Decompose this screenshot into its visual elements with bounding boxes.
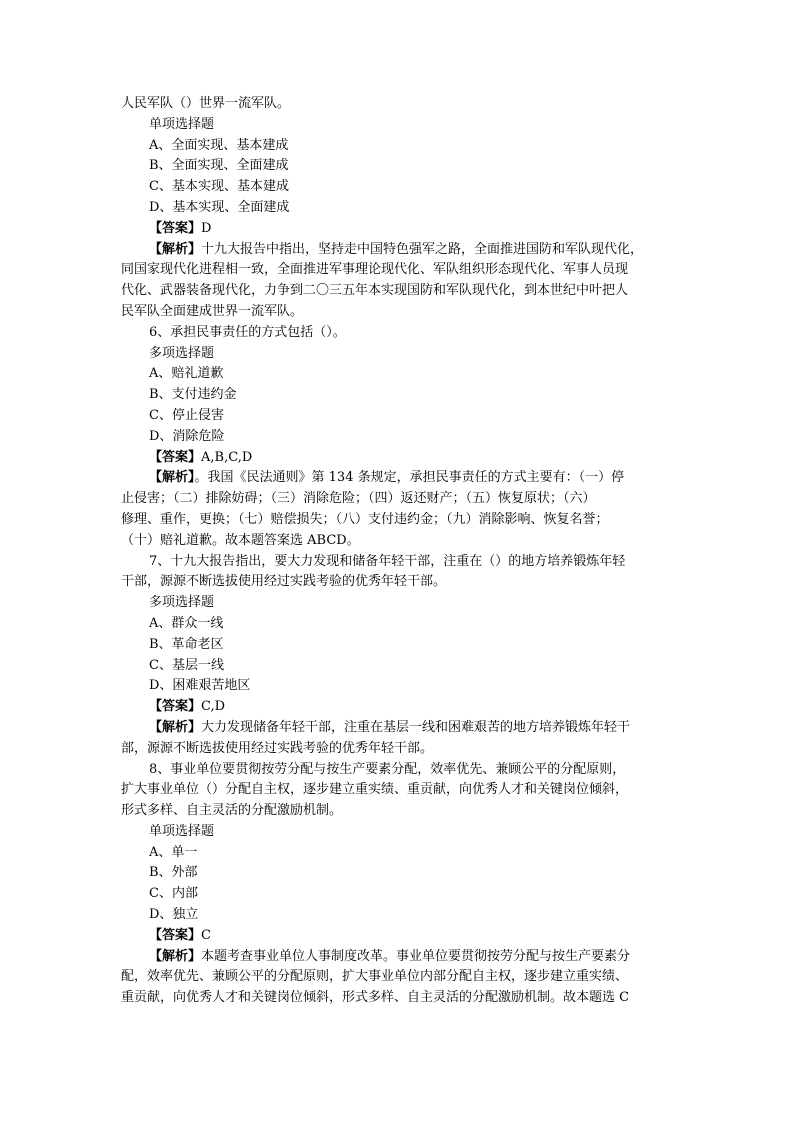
question-7: [121, 552, 677, 760]
analysis-text: 本题考查事业单位人事制度改革。事业单位要贯彻按劳分配与按生产要素分: [201, 948, 631, 964]
question-stem: 形式多样、自主灵活的分配激励机制。: [121, 803, 343, 819]
question-type: 多项选择题: [149, 345, 215, 361]
analysis-line: 重贡献，向优秀人才和关键岗位倾斜，形式多样、自主灵活的分配激励机制。故本题选 C: [121, 990, 630, 1006]
option-b: B、全面实现、全面建成: [149, 158, 289, 174]
analysis-label: 【解析】: [149, 719, 202, 735]
analysis-line: 止侵害；（二）排除妨碍；（三）消除危险；（四）返还财产；（五）恢复原状；（六）: [121, 491, 596, 507]
option-c: C、基本实现、基本建成: [149, 179, 289, 195]
option-a: A、赔礼道歉: [149, 366, 224, 382]
analysis-line: 配，效率优先、兼顾公平的分配原则，扩大事业单位内部分配自主权，逐步建立重实绩、: [121, 969, 629, 985]
answer-value: C: [201, 927, 211, 943]
answer-label: 【答案】: [149, 927, 202, 943]
answer-line: [121, 219, 677, 240]
analysis-label: 【解析】: [149, 948, 202, 964]
answer-label: 【答案】: [149, 449, 202, 465]
question-8: [121, 760, 677, 1010]
answer-label: 【答案】: [149, 699, 202, 715]
question-stem: 8、事业单位要贯彻按劳分配与按生产要素分配，效率优先、兼顾公平的分配原则，: [149, 761, 626, 777]
analysis-text: 。我国《民法通则》第 134 条规定，承担民事责任的方式主要有：（一）停: [194, 470, 625, 486]
option-c: C、基层一线: [149, 657, 224, 673]
option-d: D、独立: [149, 907, 199, 923]
analysis-line: 同国家现代化进程相一致，全面推进军事理论现代化、军队组织形态现代化、军事人员现: [121, 262, 629, 278]
document-page: [121, 94, 677, 1009]
analysis-line: （十）赔礼道歉。故本题答案选 ABCD。: [121, 532, 360, 548]
answer-line: [121, 448, 677, 469]
analysis-line: 代化、武器装备现代化，力争到二〇三五年本实现国防和军队现代化，到本世纪中叶把人: [121, 283, 629, 299]
answer-value: C,D: [201, 699, 226, 715]
answer-line: [121, 926, 677, 947]
analysis-line: [121, 947, 677, 968]
answer-value: D: [201, 220, 212, 236]
option-d: D、困难艰苦地区: [149, 678, 251, 694]
answer-value: A,B,C,D: [201, 449, 253, 465]
option-d: D、消除危险: [149, 428, 225, 444]
option-a: A、全面实现、基本建成: [149, 137, 289, 153]
analysis-text: 十九大报告中指出，坚持走中国特色强军之路，全面推进国防和军队现代化，: [201, 241, 644, 257]
question-6: [121, 323, 677, 552]
question-type: 单项选择题: [149, 116, 215, 132]
question-stem: 7、十九大报告指出，要大力发现和储备年轻干部，注重在（）的地方培养锻炼年轻: [149, 553, 626, 569]
question-5: [121, 94, 677, 323]
option-b: B、支付违约金: [149, 387, 237, 403]
analysis-line: 民军队全面建成世界一流军队。: [121, 303, 304, 319]
analysis-label: 【解析】: [149, 241, 202, 257]
question-stem: 扩大事业单位（）分配自主权，逐步建立重实绩、重贡献，向优秀人才和关键岗位倾斜，: [121, 782, 629, 798]
option-b: B、外部: [149, 865, 198, 881]
analysis-line: [121, 468, 677, 489]
option-c: C、内部: [149, 886, 198, 902]
analysis-line: 部，源源不断选拔使用经过实践考验的优秀年轻干部。: [121, 740, 434, 756]
analysis-line: 修理、重作，更换；（七）赔偿损失；（八）支付违约金；（九）消除影响、恢复名誉；: [121, 511, 609, 527]
question-stem: 人民军队（）世界一流军队。: [121, 96, 291, 111]
analysis-line: [121, 240, 677, 261]
question-type: 多项选择题: [149, 595, 215, 611]
analysis-text: 大力发现储备年轻干部，注重在基层一线和困难艰苦的地方培养锻炼年轻干: [201, 719, 631, 735]
option-b: B、革命老区: [149, 636, 224, 652]
answer-label: 【答案】: [149, 220, 202, 236]
question-type: 单项选择题: [149, 823, 215, 839]
question-stem: 干部，源源不断选拔使用经过实践考验的优秀年轻干部。: [121, 574, 447, 590]
option-a: A、群众一线: [149, 615, 224, 631]
answer-line: [121, 697, 677, 718]
question-stem: 6、承担民事责任的方式包括（）。: [149, 324, 346, 340]
option-c: C、停止侵害: [149, 407, 224, 423]
option-d: D、基本实现、全面建成: [149, 199, 290, 215]
option-a: A、单一: [149, 844, 198, 860]
analysis-label: 【解析】: [149, 470, 195, 486]
analysis-line: [121, 718, 677, 739]
